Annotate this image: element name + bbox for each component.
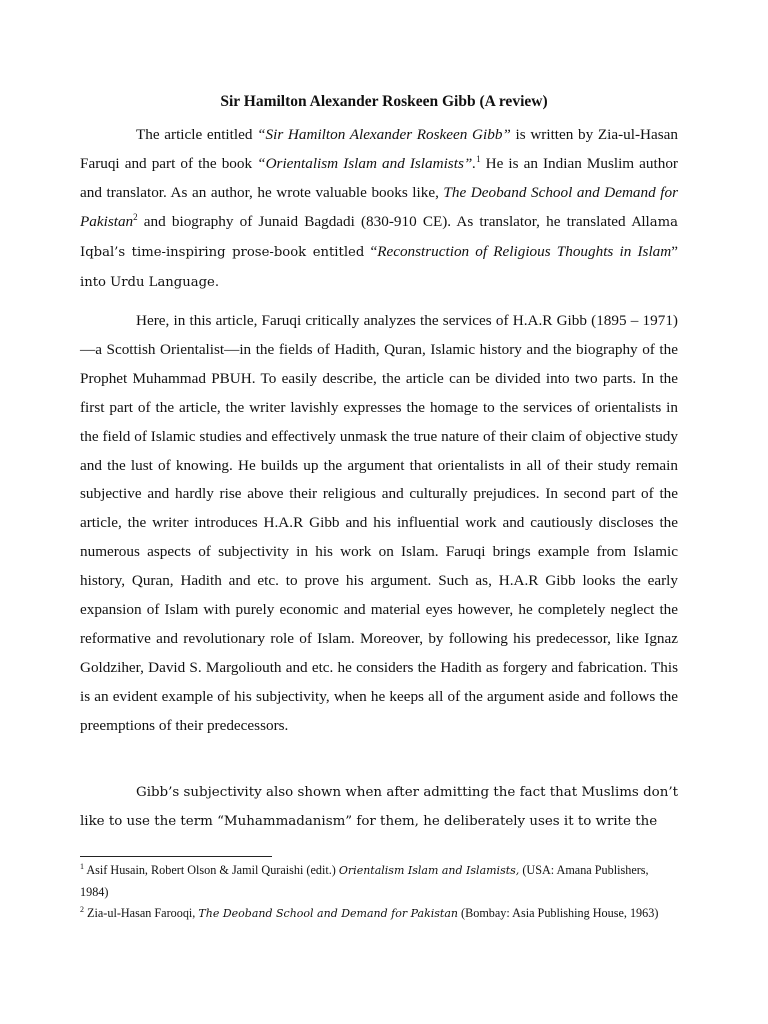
paragraph-1 bbox=[80, 121, 678, 297]
paragraph-3: Gibb’s subjectivity also shown when after admitting the fact that Muslims don’t like to use the term “Muhammadanism” for them, he deliberately uses it to write the bbox=[80, 785, 678, 829]
article-title: “Sir Hamilton Alexander Roskeen Gibb” bbox=[257, 126, 511, 143]
footnote-1 bbox=[80, 860, 680, 903]
footnote-divider bbox=[80, 856, 272, 857]
book-title: The Deoband School and Demand for Pakistan bbox=[80, 183, 678, 230]
book-title: “Orientalism Islam and Islamists”. bbox=[257, 154, 477, 172]
footnote-book-title: The Deoband School and Demand for Pakistan bbox=[198, 907, 458, 920]
footnote-book-title: Orientalism Islam and Islamists, bbox=[338, 864, 520, 877]
footnote-text: (USA: Amana Publishers, 1984) bbox=[80, 863, 649, 899]
text: and biography of Junaid Bagdadi (830-910 CE). As translator, he translated bbox=[137, 212, 632, 230]
text: Allama Iqbal’s time-inspiring prose-book entitled bbox=[80, 214, 678, 260]
text: ” bbox=[671, 242, 678, 260]
text: is written by Zia-ul-Hasan Faruqi and part of the book bbox=[80, 126, 678, 172]
footnote-ref-1[interactable]: 1 bbox=[476, 153, 481, 164]
text: The article entitled bbox=[136, 126, 258, 143]
text: “ bbox=[364, 242, 378, 260]
footnote-number: 1 bbox=[80, 861, 84, 871]
book-title: Reconstruction of Religious Thoughts in Islam bbox=[377, 242, 672, 260]
footnote-2 bbox=[80, 903, 680, 925]
footnote-text: Zia-ul-Hasan Farooqi, bbox=[84, 906, 199, 920]
footnotes bbox=[80, 860, 680, 925]
paragraph-2: Here, in this article, Faruqi critically analyzes the services of H.A.R Gibb (1895 – 1971)—a Scottish Orientalist—in the fields of Hadith, Quran, Islamic history and the biography of the Prophet Muhammad PBUH. To easily describe, the article can be divided into two parts. In the first part of the article, the writer lavishly expresses the homage to the services of orientalists in the field of Islamic studies and effectively unmask the true nature of their claim of objective study and the lust of knowing. He builds up the argument that orientalists in all of their study remain subjective and hardly rise above their religious and culturally prejudices. In second part of the article, the writer introduces H.A.R Gibb and his influential work and cautiously discloses the numerous aspects of subjectivity in his work on Islam. Faruqi brings example from Islamic history, Quran, Hadith and etc. to prove his argument. Such as, H.A.R Gibb looks the early expansion of Islam with purely economic and material eyes however, he completely neglect the reformative and revolutionary role of Islam. Moreover, by following his predecessor, like Ignaz Goldziher, David S. Margoliouth and etc. he considers the Hadith as forgery and fabrication. This is an evident example of his subjectivity, when he keeps all of the argument aside and follows the preemptions of their predecessors. bbox=[80, 312, 678, 734]
footnote-text: (Bombay: Asia Publishing House, 1963) bbox=[457, 906, 659, 920]
footnote-number: 2 bbox=[80, 904, 84, 914]
text: into Urdu Language. bbox=[80, 274, 220, 290]
footnote-text: Asif Husain, Robert Olson & Jamil Quraishi (edit.) bbox=[84, 863, 339, 877]
text: He is an Indian Muslim author and translator. As an author, he wrote valuable books like, bbox=[80, 154, 678, 201]
footnote-ref-2[interactable]: 2 bbox=[133, 211, 138, 222]
document-title: Sir Hamilton Alexander Roskeen Gibb (A review) bbox=[220, 93, 548, 110]
